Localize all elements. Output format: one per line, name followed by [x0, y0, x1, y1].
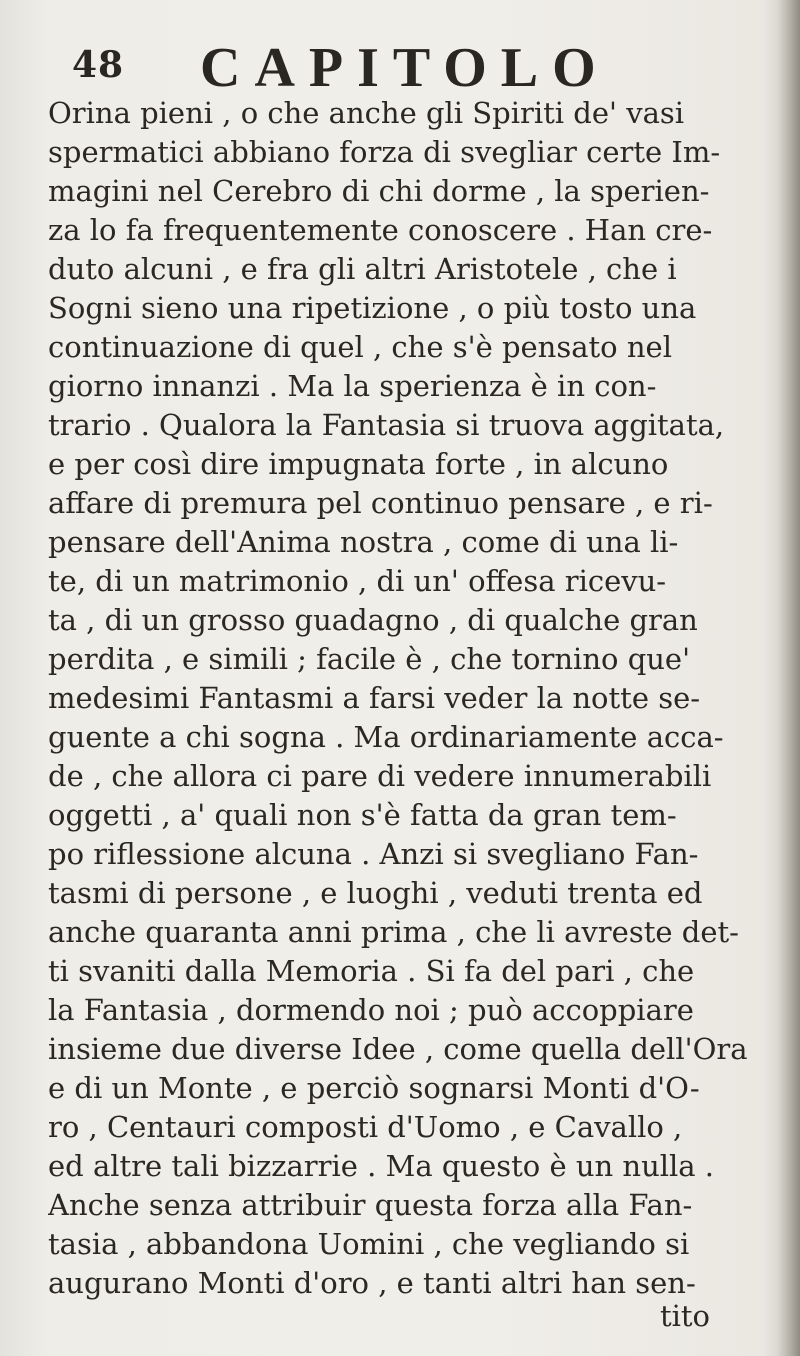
- text-line: la Fantasia , dormendo noi ; può accoppiare: [48, 993, 694, 1027]
- text-line: insieme due diverse Idee , come quella dell'Ora: [48, 1032, 748, 1066]
- text-line: guente a chi sogna . Ma ordinariamente acca-: [48, 720, 724, 754]
- text-line: perdita , e simili ; facile è , che tornino que': [48, 642, 691, 676]
- text-line: tasmi di persone , e luoghi , veduti trenta ed: [48, 876, 703, 910]
- text-line: duto alcuni , e fra gli altri Aristotele , che i: [48, 252, 677, 286]
- body-text: [48, 92, 770, 1332]
- text-line: ed altre tali bizzarrie . Ma questo è un nulla .: [48, 1149, 715, 1183]
- running-head: CAPITOLO: [200, 37, 610, 99]
- text-line: de , che allora ci pare di vedere innumerabili: [48, 759, 712, 793]
- text-line: spermatici abbiano forza di svegliar certe Im-: [48, 135, 721, 169]
- text-line: magini nel Cerebro di chi dorme , la sperien-: [48, 174, 710, 208]
- text-line: anche quaranta anni prima , che li avreste det-: [48, 915, 739, 949]
- text-line: ro , Centauri composti d'Uomo , e Cavallo ,: [48, 1110, 683, 1144]
- text-line: Anche senza attribuir questa forza alla Fan-: [48, 1188, 693, 1222]
- text-line: ti svaniti dalla Memoria . Si fa del pari , che: [48, 954, 695, 988]
- text-line: trario . Qualora la Fantasia si truova aggitata,: [48, 408, 725, 442]
- text-line: za lo fa frequentemente conoscere . Han cre-: [48, 213, 713, 247]
- text-line: Orina pieni , o che anche gli Spiriti de' vasi: [48, 96, 685, 130]
- text-line: e di un Monte , e perciò sognarsi Monti d'O-: [48, 1071, 700, 1105]
- text-line: affare di premura pel continuo pensare , e ri-: [48, 486, 713, 520]
- text-line: tasia , abbandona Uomini , che vegliando si: [48, 1227, 690, 1261]
- catchword: tito: [659, 1299, 710, 1333]
- page-number: 48: [72, 44, 125, 86]
- text-line: oggetti , a' quali non s'è fatta da gran tem-: [48, 798, 677, 832]
- text-line: e per così dire impugnata forte , in alcuno: [48, 447, 669, 481]
- text-line: augurano Monti d'oro , e tanti altri han sen-: [48, 1266, 696, 1300]
- page-header: [0, 28, 800, 98]
- text-line: medesimi Fantasmi a farsi veder la notte se-: [48, 681, 701, 715]
- text-line: pensare dell'Anima nostra , come di una li-: [48, 525, 679, 559]
- text-line: giorno innanzi . Ma la sperienza è in con-: [48, 369, 657, 403]
- text-line: Sogni sieno una ripetizione , o più tosto una: [48, 291, 697, 325]
- text-line: continuazione di quel , che s'è pensato nel: [48, 330, 672, 364]
- text-line: te, di un matrimonio , di un' offesa ricevu-: [48, 564, 667, 598]
- text-line: ta , di un grosso guadagno , di qualche gran: [48, 603, 698, 637]
- text-line: po riflessione alcuna . Anzi si svegliano Fan-: [48, 837, 699, 871]
